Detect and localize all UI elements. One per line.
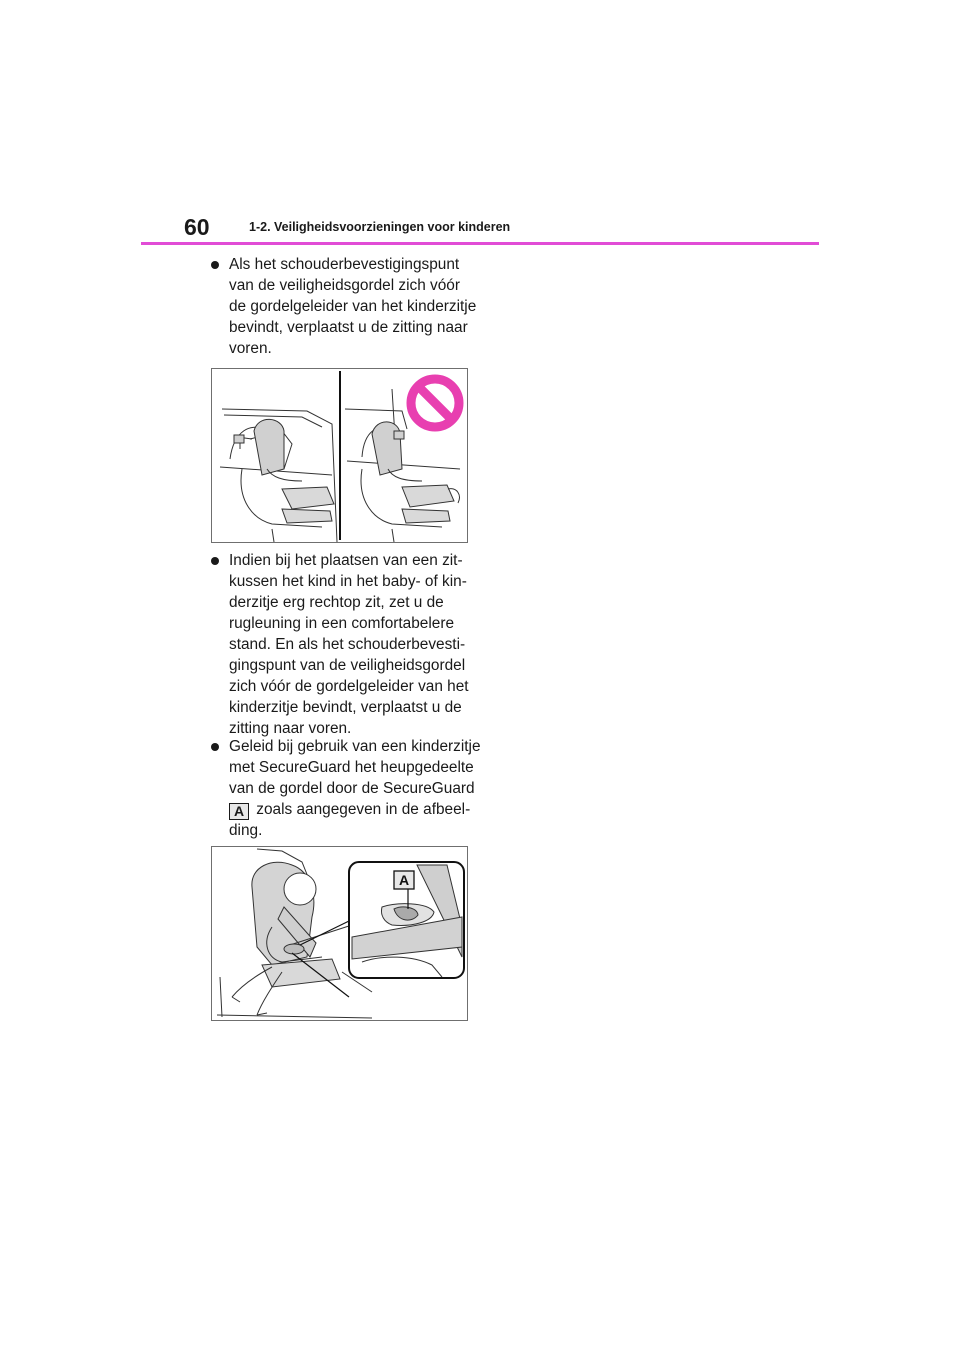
text-line: Als het schouderbevestigingspunt: [229, 256, 460, 273]
text-line: van de gordel door de SecureGuard: [229, 780, 475, 797]
bullet-dot: [211, 743, 219, 751]
text-line: gingspunt van de veiligheidsgordel: [229, 657, 466, 674]
callout-line-text: zoals aangegeven in de afbeel-: [256, 801, 471, 818]
bullet-text-1: [229, 254, 479, 359]
text-line: kinderzitje bevindt, verplaatst u de: [229, 699, 462, 716]
bullet-text-3: [229, 736, 479, 841]
page-number: 60: [184, 214, 210, 240]
text-line: Indien bij het plaatsen van een zit-: [229, 552, 463, 569]
text-line: Geleid bij gebruik van een kinderzitje: [229, 738, 481, 755]
text-line: ding.: [229, 822, 263, 839]
text-line-with-callout: [229, 799, 479, 820]
text-line: rugleuning in een comfortabelere: [229, 615, 455, 632]
bullet-item-3: [211, 736, 481, 842]
detail-inset: [349, 862, 464, 978]
callout-a-label: A: [229, 803, 249, 820]
prohibition-icon: [411, 379, 459, 427]
secureguard-illustration: [212, 847, 467, 1020]
text-line: bevindt, verplaatst u de zitting naar: [229, 319, 468, 336]
text-line: stand. En als het schouderbevesti-: [229, 636, 466, 653]
figure-callout-a: A: [398, 872, 410, 888]
bullet-dot: [211, 557, 219, 565]
header-rule: [141, 242, 819, 245]
text-line: zitting naar voren.: [229, 720, 352, 737]
bullet-dot: [211, 261, 219, 269]
text-line: van de veiligheidsgordel zich vóór: [229, 277, 460, 294]
section-title: 1-2. Veiligheidsvoorzieningen voor kinderen: [249, 220, 511, 234]
text-line: de gordelgeleider van het kinderzitje: [229, 298, 477, 315]
bullet-item-2: [211, 550, 469, 740]
text-line: kussen het kind in het baby- of kin-: [229, 573, 467, 590]
bullet-item-1: [211, 254, 477, 360]
text-line: voren.: [229, 340, 272, 357]
seat-position-illustration: [212, 369, 467, 542]
text-line: derzitje erg rechtop zit, zet u de: [229, 594, 444, 611]
bullet-text-2: [229, 550, 479, 739]
figure-seat-position: [211, 368, 468, 543]
text-line: met SecureGuard het heupgedeelte: [229, 759, 474, 776]
text-line: zich vóór de gordelgeleider van het: [229, 678, 469, 695]
figure-secureguard: [211, 846, 468, 1021]
